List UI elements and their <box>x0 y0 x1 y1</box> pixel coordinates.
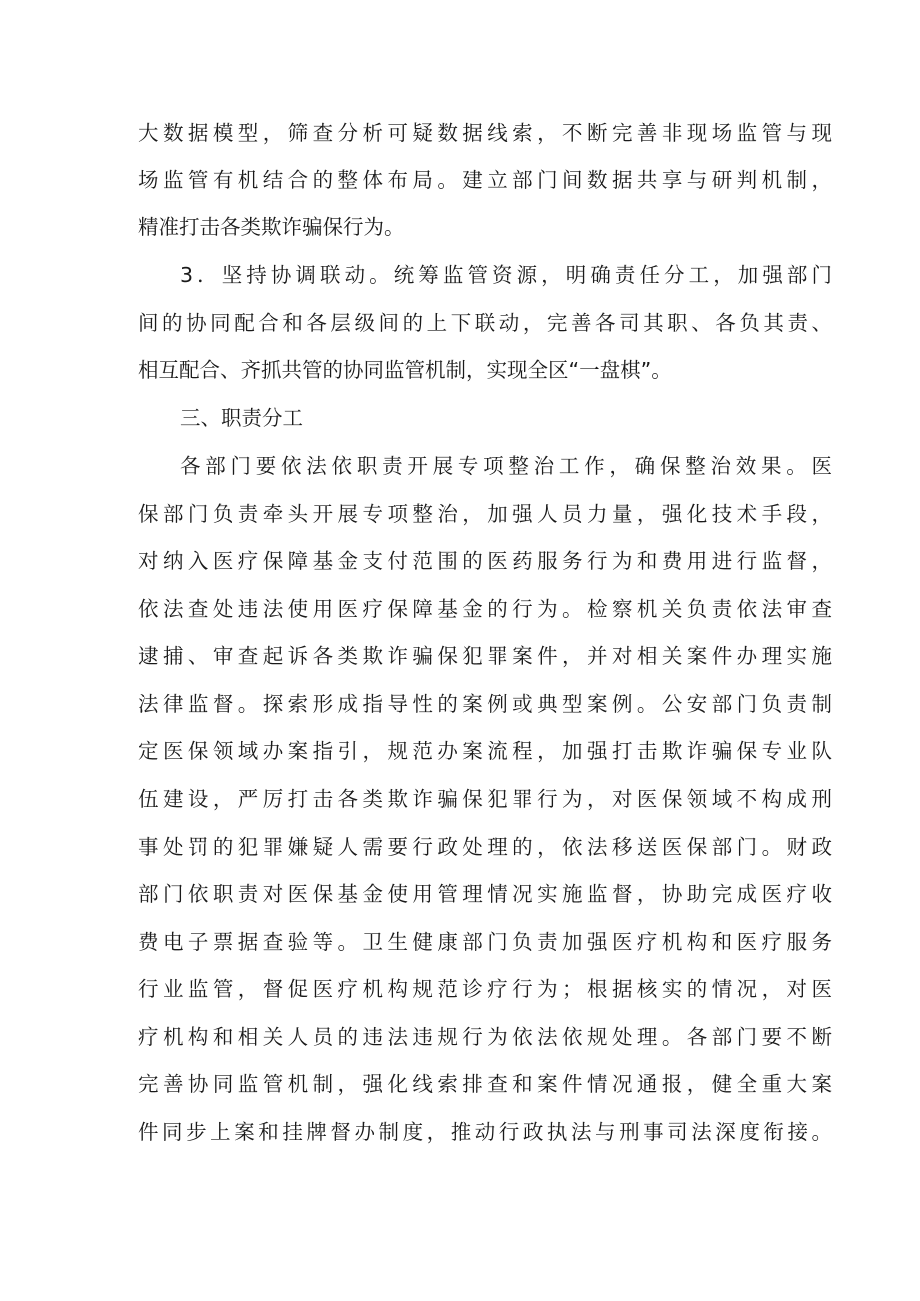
paragraph-3-line-2: 保部门负责牵头开展专项整治，加强人员力量，强化技术手段， <box>138 502 832 526</box>
paragraph-3-line-3: 对纳入医疗保障基金支付范围的医药服务行为和费用进行监督， <box>138 549 832 573</box>
paragraph-3-line-14: 完善协同监管机制，强化线索排查和案件情况通报，健全重大案 <box>138 1072 832 1096</box>
section-heading: 三、职责分工 <box>180 406 303 430</box>
paragraph-2-line-1: 3．坚持协调联动。统筹监管资源，明确责任分工，加强部门 <box>180 263 832 287</box>
paragraph-3-line-7: 定医保领域办案指引，规范办案流程，加强打击欺诈骗保专业队 <box>138 739 832 763</box>
paragraph-3-line-12: 行业监管，督促医疗机构规范诊疗行为；根据核实的情况，对医 <box>138 977 832 1001</box>
paragraph-3-line-11: 费电子票据查验等。卫生健康部门负责加强医疗机构和医疗服务 <box>138 930 832 954</box>
paragraph-1-line-3: 精准打击各类欺诈骗保行为。 <box>138 215 405 239</box>
paragraph-3-line-4: 依法查处违法使用医疗保障基金的行为。检察机关负责依法审查 <box>138 597 832 621</box>
paragraph-1-line-2: 场监管有机结合的整体布局。建立部门间数据共享与研判机制， <box>138 168 832 192</box>
paragraph-3-line-6: 法律监督。探索形成指导性的案例或典型案例。公安部门负责制 <box>138 692 832 716</box>
paragraph-2-line-3: 相互配合、齐抓共管的协同监管机制，实现全区“一盘棋”。 <box>138 358 672 382</box>
paragraph-3-line-15: 件同步上案和挂牌督办制度，推动行政执法与刑事司法深度衔接。 <box>138 1120 832 1144</box>
paragraph-3-line-8: 伍建设，严厉打击各类欺诈骗保犯罪行为，对医保领域不构成刑 <box>138 787 832 811</box>
paragraph-3-line-10: 部门依职责对医保基金使用管理情况实施监督，协助完成医疗收 <box>138 882 832 906</box>
paragraph-1-line-1: 大数据模型，筛查分析可疑数据线索，不断完善非现场监管与现 <box>138 121 832 145</box>
paragraph-3-line-1: 各部门要依法依职责开展专项整治工作，确保整治效果。医 <box>180 454 832 478</box>
paragraph-3-line-9: 事处罚的犯罪嫌疑人需要行政处理的，依法移送医保部门。财政 <box>138 835 832 859</box>
paragraph-2-line-2: 间的协同配合和各层级间的上下联动，完善各司其职、各负其责、 <box>138 311 832 335</box>
paragraph-3-line-5: 逮捕、审查起诉各类欺诈骗保犯罪案件，并对相关案件办理实施 <box>138 644 832 668</box>
paragraph-3-line-13: 疗机构和相关人员的违法违规行为依法依规处理。各部门要不断 <box>138 1025 832 1049</box>
